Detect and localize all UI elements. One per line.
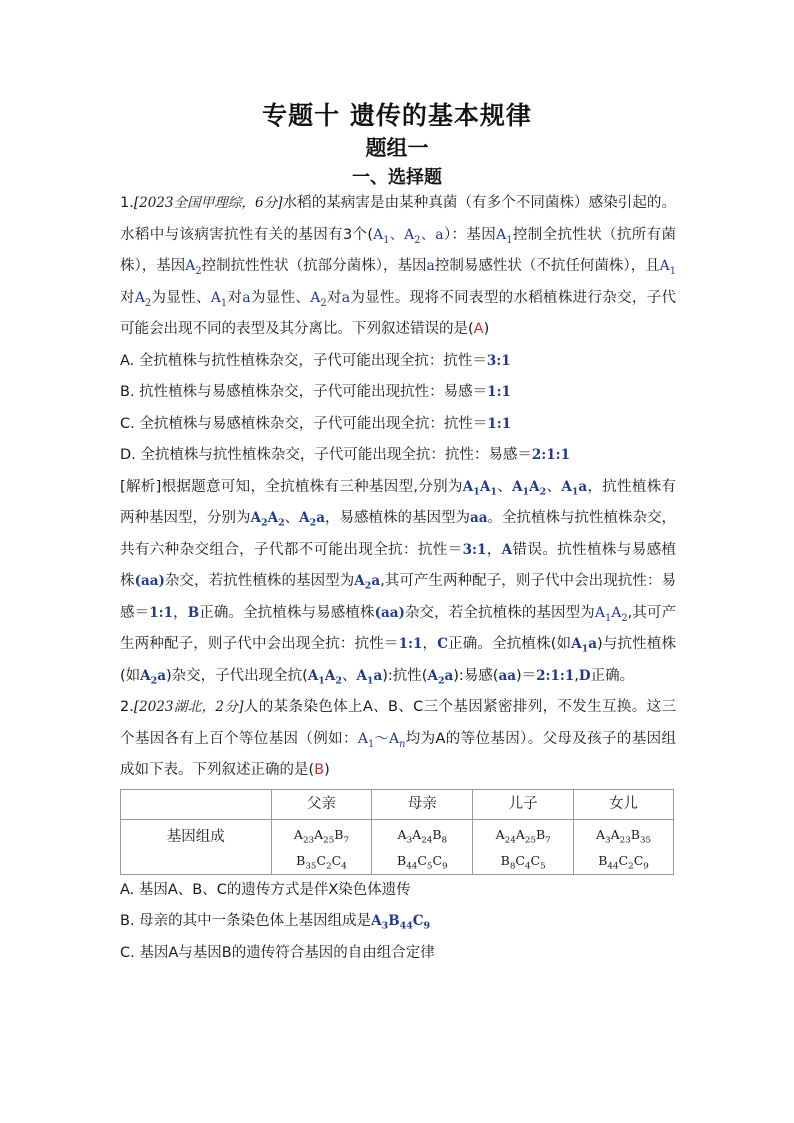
q2-option-b: B. 母亲的其中一条染色体上基因组成是$A_3B_{44}C_9$ (120, 913, 431, 932)
question-number: 2. (120, 699, 134, 715)
option-c: C. 全抗植株与易感植株杂交，子代可能出现全抗：抗性＝1:1 (120, 415, 512, 432)
table-cell-son: $A_{24}A_{25}B_7$ $B_8C_4C_5$ (473, 819, 574, 874)
analysis-paragraph: [解析]根据题意可知，全抗植株有三种基因型,分别为$A_1A_1$、$A_1A_2$、$A_1a$，抗性植株有两种基因型，分别为$A_2A_2$、$A_2a$，易感植株的基因型为aa。全抗植株与抗性植株杂交，共有六种杂交组合，子代都不可能出现全抗：抗性＝3:1，A错误。抗性植株与易感植株(aa)杂交，若抗性植株的基因型为$A_2a$,其可产生两种配子，则子代中会出现抗性：易感＝1:1，B正确。全抗植株与易感植株(aa)杂交，若全抗植株的基因型为$A_1A_2$,其可产生两种配子，则子代中会出现全抗：抗性＝1:1，C正确。全抗植株(如$A_1a$)与抗性植株(如$A_2a$)杂交，子代出现全抗($A_1A_2$、$A_1a$):抗性$(A_2a)$:易感(aa)＝2:1:1,D正确。 (120, 478, 677, 687)
question-2-stem: 2.[2023湖北，2分]人的某条染色体上A、B、C三个基因紧密排列，不发生互换。这三个基因各有上百个等位基因（例如：$A_1\sim A_n$均为A的等位基因）。父母及孩子的基因组成如下表。下列叙述正确的是(B) (120, 699, 676, 778)
question-source: [2023全国甲理综，6分] (133, 195, 283, 211)
row-label: 基因组成 (121, 819, 272, 874)
table-header-cell: 父亲 (271, 789, 372, 819)
question-number: 1. (120, 195, 134, 211)
section-title: 一、选择题 (352, 167, 442, 188)
table-cell-daughter: $A_3A_{23}B_{35}$ $B_{44}C_2C_9$ (574, 819, 674, 874)
answer-label: A (473, 321, 484, 337)
option-a: A. 全抗植株与抗性植株杂交，子代可能出现全抗：抗性＝3:1 (120, 352, 511, 369)
question-content (120, 188, 676, 969)
answer-label: B (314, 762, 325, 778)
option-d: D. 全抗植株与抗性植株杂交，子代可能出现全抗：抗性：易感＝2:1:1 (120, 447, 571, 463)
q2-option-c: C. 基因A与基因B的遗传符合基因的自由组合定律 (120, 944, 435, 961)
question-source: [2023湖北，2分] (133, 699, 244, 715)
option-b: B. 抗性植株与易感植株杂交，子代可能出现抗性：易感＝1:1 (120, 384, 511, 400)
page-title: 专题十 遗传的基本规律 (262, 101, 532, 130)
table-header-cell: 母亲 (372, 789, 473, 819)
group-title: 题组一 (365, 136, 429, 160)
table-header-cell (121, 789, 272, 819)
table-header-cell: 儿子 (473, 789, 574, 819)
table-row (121, 819, 674, 874)
genotype-table-wrapper (120, 789, 676, 875)
table-header-cell: 女儿 (574, 789, 674, 819)
table-cell-father: $A_{23}A_{25}B_7$ $B_{35}C_2C_4$ (271, 819, 372, 874)
q2-option-a: A. 基因A、B、C的遗传方式是伴X染色体遗传 (120, 881, 411, 898)
question-1-stem: 1.[2023全国甲理综，6分]水稻的某病害是由某种真菌（有多个不同菌株）感染引起的。水稻中与该病害抗性有关的基因有3个($A_1$、$A_2$、a）：基因$A_1$控制全抗性状（抗所有菌株），基因$A_2$控制抗性性状（抗部分菌株），基因a控制易感性状（不抗任何菌株），且$A_1$对$A_2$为显性、$A_1$对a为显性、$A_2$对a为显性。现将不同表型的水稻植株进行杂交，子代可能会出现不同的表型及其分离比。下列叙述错误的是(A) (120, 195, 677, 337)
table-header-row (121, 789, 674, 819)
genotype-table (120, 789, 674, 875)
table-cell-mother: $A_3A_{24}B_8$ $B_{44}C_5C_9$ (372, 819, 473, 874)
